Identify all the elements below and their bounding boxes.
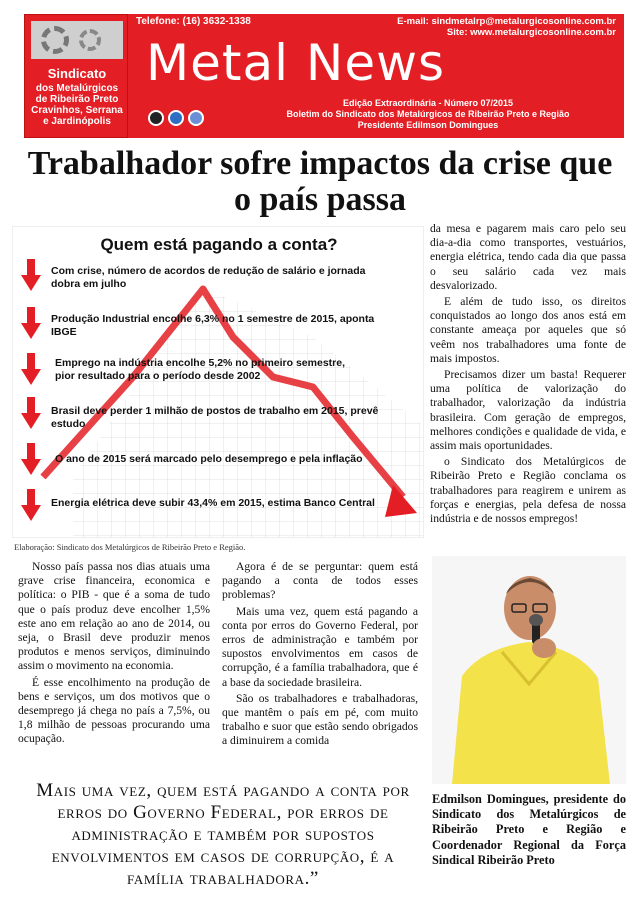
down-arrow-icon	[21, 259, 41, 293]
newsletter-header	[0, 0, 640, 140]
affiliation-badge-icon	[168, 110, 184, 126]
article-column-3	[430, 222, 626, 528]
infographic-item: Emprego na indústria encolhe 5,2% no primeiro semestre, pior resultado para o período desde 2002	[55, 357, 346, 382]
article-paragraph: São os trabalhadores e trabalhadoras, que mantêm o país em pé, com muito trabalho e suor que estão sendo obrigados a diminuirem a comida	[222, 691, 418, 748]
masthead-band	[128, 14, 624, 138]
photo-caption: Edmilson Domingues, presidente do Sindicato dos Metalúrgicos de Ribeirão Preto e Região e Coordenador Regional da Força Sindical Ribeirão Preto	[432, 792, 626, 867]
masthead-title: Metal News	[146, 34, 446, 92]
article-paragraph: E além de tudo isso, os direitos conquistados ao longo dos anos está em constante ameaça por aqueles que só veêm nos trabalhadores uma fonte de mais impostos.	[430, 295, 626, 365]
headline: Trabalhador sofre impactos da crise que o país passa	[27, 145, 613, 218]
article-paragraph: Precisamos dizer um basta! Requerer uma política de valorização do trabalhador, valorização da indústria brasileira. Com geração de empregos, melhores condições e qualidade de vida, e assim mais oportunidades.	[430, 368, 626, 453]
article-paragraph: Nosso país passa nos dias atuais uma grave crise financeira, economica e política: o PIB - que é a soma de tudo que o país produz deve encolher 1,5% este ano em relação ao ano de 2014, ou seja, o Brasil deve produzir menos produtos e menos serviços, diminuindo assim o movimento na economia.	[18, 560, 210, 673]
president-photo	[432, 556, 626, 784]
infographic-item: O ano de 2015 será marcado pelo desemprego e pela inflação	[55, 453, 363, 465]
infographic-title: Quem está pagando a conta?	[100, 235, 338, 254]
down-arrow-icon	[21, 443, 41, 477]
article-paragraph: da mesa e pagarem mais caro pelo seu dia-a-dia como transportes, vestuários, energia elétrica, tendo cada dia que passa o seu salário cada vez mais desvalorizado.	[430, 222, 626, 292]
article-paragraph: Mais uma vez, quem está pagando a conta por erros do Governo Federal, por erros de administração e também por supostos envolvimentos em casos de corrupção, é a família trabalhadora, que é a base da sociedade brasileira.	[222, 604, 418, 689]
article-paragraph: o Sindicato dos Metalúrgicos de Ribeirão Preto e Região conclama os trabalhadores para reagirem e unirem as forças e energias, pela defesa de nossa indústria e de nossos empregos!	[430, 455, 626, 526]
article-column-2	[222, 560, 418, 751]
affiliation-badge-icon	[188, 110, 204, 126]
infographic-credit: Elaboração: Sindicato dos Metalúrgicos de Ribeirão Preto e Região.	[14, 542, 246, 552]
infographic-item: Produção Industrial encolhe 6,3% no 1 semestre de 2015, aponta IBGE	[51, 313, 375, 338]
logo-title: Sindicato	[47, 66, 107, 81]
person-with-microphone-icon	[432, 556, 626, 784]
down-arrow-icon	[21, 397, 41, 431]
affiliation-badges	[148, 110, 204, 126]
down-arrow-icon	[21, 307, 41, 341]
article-paragraph: É esse encolhimento na produção de bens e serviços, um dos motivos que o desemprego já chega no país a 7,5%, ou 1,8 milhão de pessoas procurando uma ocupação.	[18, 675, 210, 746]
union-logo	[24, 14, 128, 138]
infographic-item: Com crise, número de acordos de redução de salário e jornada dobra em julho	[51, 265, 366, 290]
affiliation-badge-icon	[148, 110, 164, 126]
crisis-infographic	[12, 226, 424, 538]
telephone: Telefone: (16) 3632-1338	[136, 16, 251, 27]
infographic-item: Energia elétrica deve subir 43,4% em 2015, estima Banco Central	[51, 497, 375, 509]
logo-subtitle: dos Metalúrgicos de Ribeirão Preto Cravinhos, Serrana e Jardinópolis	[31, 83, 123, 127]
email-link[interactable]: E-mail: sindmetalrp@metalurgicosonline.com.br	[397, 16, 616, 27]
edition-info: Edição Extraordinária - Número 07/2015 Boletim do Sindicato dos Metalúrgicos de Ribeirão Preto e Região Presidente Edilmson Domingues	[286, 98, 570, 130]
infographic-item: Brasil deve perder 1 milhão de postos de trabalho em 2015, prevê estudo	[51, 405, 379, 430]
article-paragraph: Agora é de se perguntar: quem está pagando a conta de todos esses problemas?	[222, 560, 418, 602]
down-arrow-icon	[21, 489, 41, 523]
pull-quote: Mais uma vez, quem está pagando a conta por erros do Governo Federal, por erros de administração e também por supostos envolvimentos em casos de corrupção, é a família trabalhadora.”	[36, 780, 410, 889]
down-arrow-icon	[21, 353, 41, 387]
site-link[interactable]: Site: www.metalurgicosonline.com.br	[446, 27, 616, 38]
gears-logo-icon	[31, 21, 123, 59]
article-column-1	[18, 560, 210, 749]
